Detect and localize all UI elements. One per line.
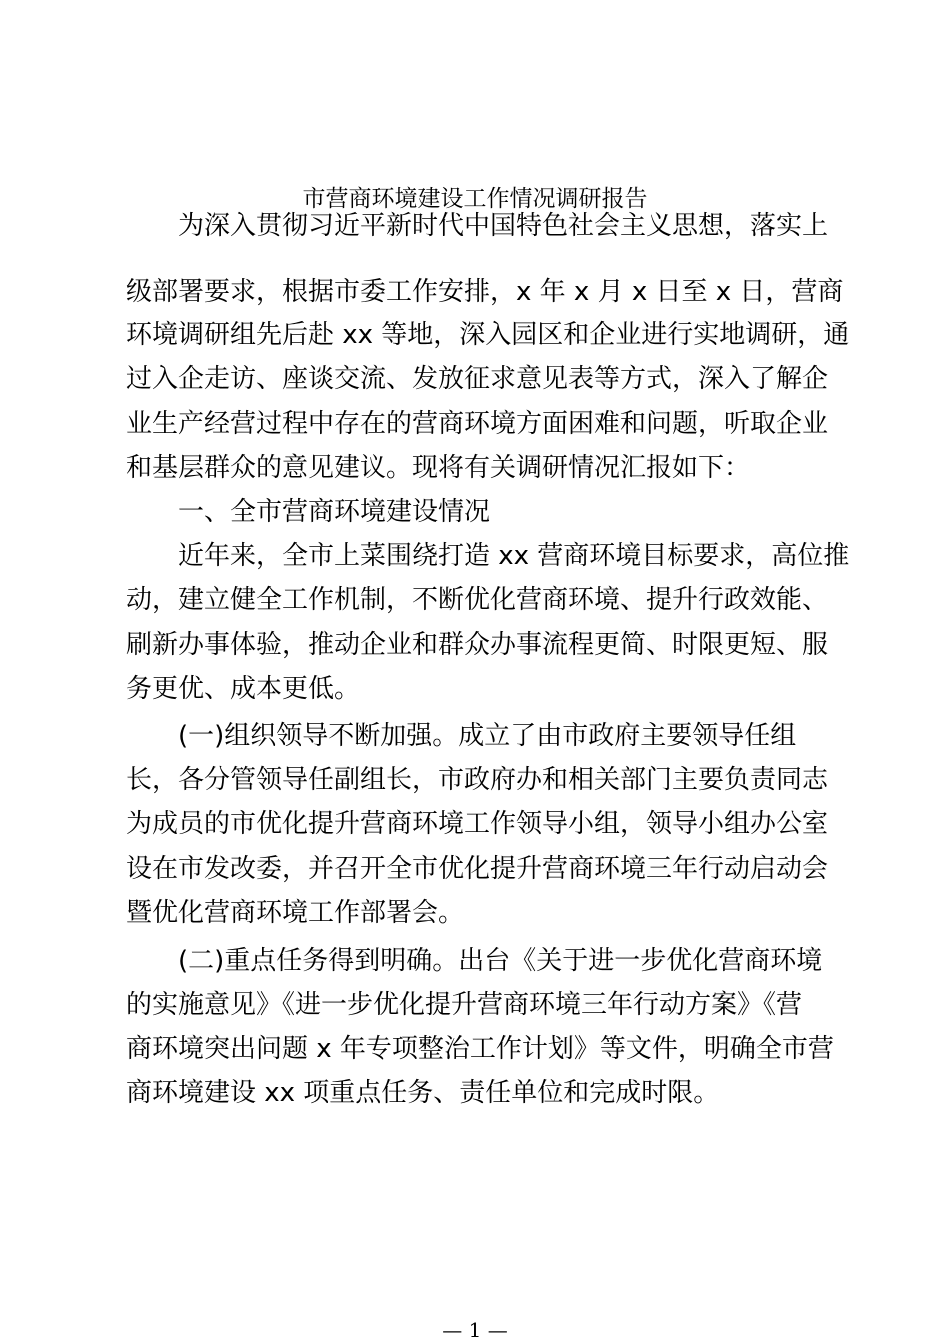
paragraph-leadership-line-3: 为成员的市优化提升营商环境工作领导小组，领导小组办公室: [126, 809, 829, 839]
paragraph-overview-line-2: 动，建立健全工作机制，不断优化营商环境、提升行政效能、: [126, 585, 829, 615]
paragraph-tasks-line-1: (二)重点任务得到明确。出台《关于进一步优化营商环境: [178, 946, 823, 976]
paragraph-intro-line-6: 和基层群众的意见建议。现将有关调研情况汇报如下：: [126, 453, 751, 483]
paragraph-intro-line-2: 级部署要求，根据市委工作安排，x 年 x 月 x 日至 x 日，营商: [126, 277, 844, 307]
paragraph-intro-line-1: 为深入贯彻习近平新时代中国特色社会主义思想，落实上: [178, 211, 829, 241]
paragraph-tasks-line-3: 商环境突出问题 x 年专项整治工作计划》等文件，明确全市营: [126, 1034, 834, 1064]
page-number: — 1 —: [442, 1318, 508, 1342]
paragraph-leadership-line-4: 设在市发改委，并召开全市优化提升营商环境三年行动启动会: [126, 854, 829, 884]
paragraph-leadership-line-1: (一)组织领导不断加强。成立了由市政府主要领导任组: [178, 721, 797, 751]
paragraph-overview-line-3: 刷新办事体验，推动企业和群众办事流程更简、时限更短、服: [126, 630, 829, 660]
document-title: 市营商环境建设工作情况调研报告: [302, 186, 648, 212]
section-heading-1: 一、全市营商环境建设情况: [178, 497, 491, 527]
paragraph-tasks-line-2: 的实施意见》《进一步优化提升营商环境三年行动方案》《营: [126, 990, 803, 1020]
paragraph-leadership-line-2: 长，各分管领导任副组长，市政府办和相关部门主要负责同志: [126, 765, 829, 795]
paragraph-intro-line-4: 过入企走访、座谈交流、发放征求意见表等方式，深入了解企: [126, 364, 829, 394]
paragraph-overview-line-1: 近年来，全市上菜围绕打造 xx 营商环境目标要求，高位推: [178, 541, 850, 571]
paragraph-intro-line-3: 环境调研组先后赴 xx 等地，深入园区和企业进行实地调研，通: [126, 320, 850, 350]
paragraph-tasks-line-4: 商环境建设 xx 项重点任务、责任单位和完成时限。: [126, 1078, 720, 1108]
paragraph-intro-line-5: 业生产经营过程中存在的营商环境方面困难和问题，听取企业: [126, 409, 829, 439]
paragraph-overview-line-4: 务更优、成本更低。: [126, 674, 361, 704]
paragraph-leadership-line-5: 暨优化营商环境工作部署会。: [126, 898, 465, 928]
